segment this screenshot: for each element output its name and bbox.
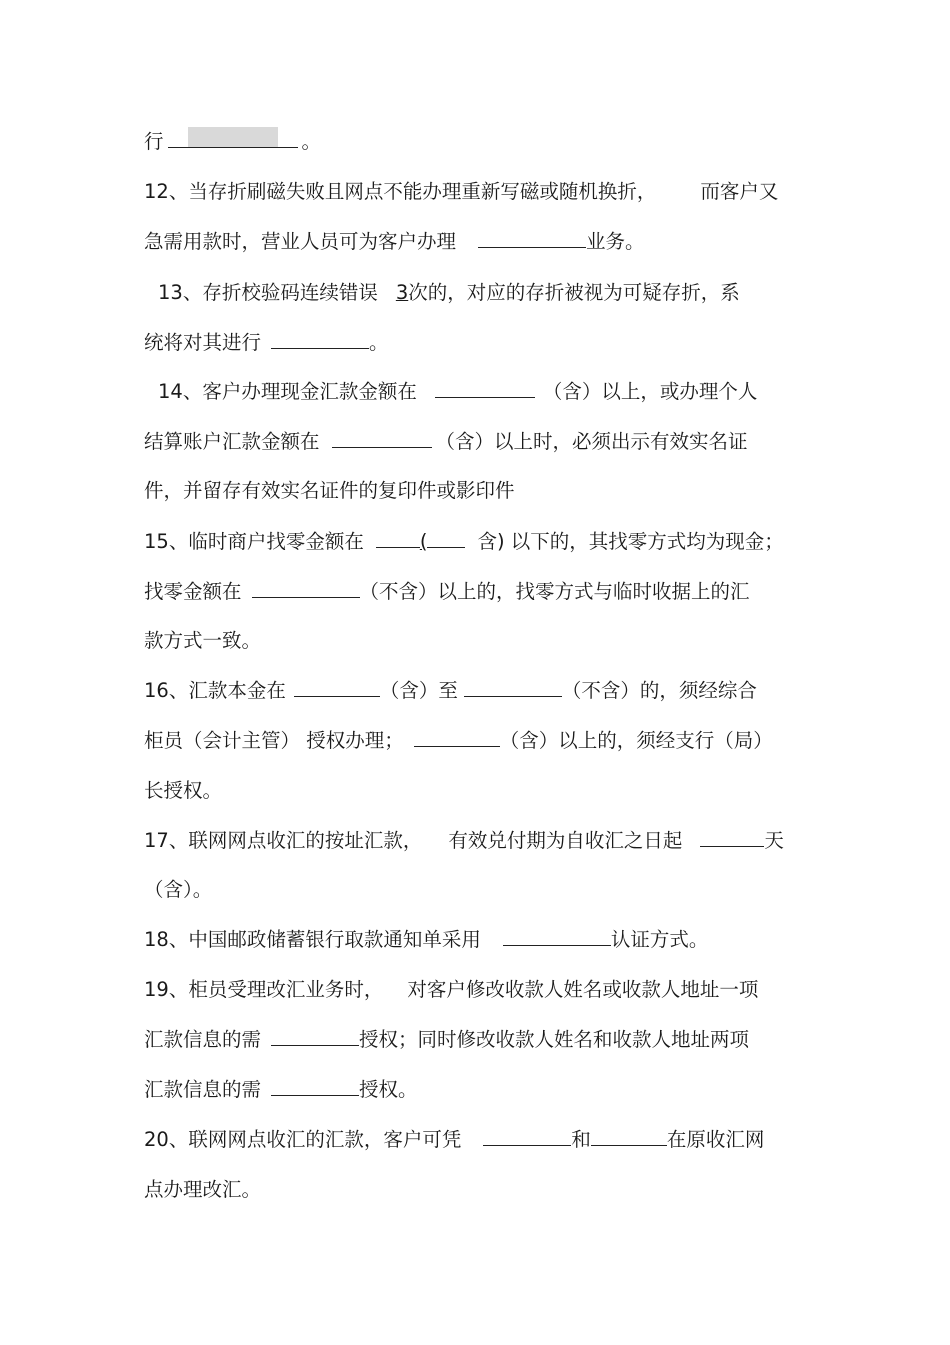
question-15-line-2: 找零金额在 （不含）以上的，找零方式与临时收据上的汇 — [144, 577, 750, 607]
answer-blank — [278, 127, 298, 148]
question-16-line-2: 柜员（会计主管） 授权办理； （含）以上的，须经支行（局） — [144, 726, 773, 756]
answer-blank — [483, 1125, 571, 1146]
question-14-line-1: 14、客户办理现金汇款金额在 （含）以上，或办理个人 — [158, 377, 757, 407]
question-12-line-2: 急需用款时，营业人员可为客户办理 业务。 — [144, 227, 645, 257]
question-20-line-1: 20、联网网点收汇的汇款，客户可凭 和 在原收汇网 — [144, 1125, 764, 1155]
answer-blank — [427, 527, 465, 548]
question-18-line-1: 18、中国邮政储蓄银行取款通知单采用 认证方式。 — [144, 925, 708, 955]
answer-blank — [252, 577, 360, 598]
question-15-line-3: 款方式一致。 — [144, 629, 262, 652]
answer-blank — [332, 427, 432, 448]
answer-blank — [503, 925, 611, 946]
answer-blank — [464, 676, 562, 697]
answer-blank — [478, 227, 586, 248]
question-14-line-2: 结算账户汇款金额在 （含）以上时，必须出示有效实名证 — [144, 427, 748, 457]
question-16-line-3: 长授权。 — [144, 779, 223, 802]
answer-blank — [376, 527, 420, 548]
question-17-line-2: （含）。 — [144, 878, 213, 901]
answer-blank — [700, 826, 764, 847]
question-12-line-1: 12、当存折刷磁失败且网点不能办理重新写磁或随机换折， 而客户又 — [144, 180, 779, 203]
answer-blank — [271, 328, 369, 349]
answer-blank — [591, 1125, 667, 1146]
question-15-line-1: 15、临时商户找零金额在 ( 含) 以下的，其找零方式均为现金； — [144, 527, 784, 557]
answer-blank — [168, 127, 188, 148]
question-14-line-3: 件，并留存有效实名证件的复印件或影印件 — [144, 479, 515, 502]
answer-blank — [271, 1075, 359, 1096]
question-16-line-1: 16、汇款本金在 （含）至 （不含）的，须经综合 — [144, 676, 757, 706]
question-19-line-1: 19、柜员受理改汇业务时， 对客户修改收款人姓名或收款人地址一项 — [144, 978, 759, 1001]
answer-blank — [294, 676, 380, 697]
answer-blank-highlighted — [188, 127, 278, 148]
question-13-line-2: 统将对其进行 。 — [144, 328, 389, 358]
question-20-line-2: 点办理改汇。 — [144, 1178, 262, 1201]
question-17-line-1: 17、联网网点收汇的按址汇款， 有效兑付期为自收汇之日起 天 — [144, 826, 784, 856]
text-line: 行 。 — [144, 127, 321, 157]
question-19-line-2: 汇款信息的需 授权；同时修改收款人姓名和收款人地址两项 — [144, 1025, 749, 1055]
answer-blank — [435, 377, 535, 398]
answer-blank — [414, 726, 500, 747]
answer-blank — [271, 1025, 359, 1046]
question-13-line-1: 13、存折校验码连续错误 3次的，对应的存折被视为可疑存折，系 — [158, 281, 740, 304]
question-19-line-3: 汇款信息的需 授权。 — [144, 1075, 418, 1105]
